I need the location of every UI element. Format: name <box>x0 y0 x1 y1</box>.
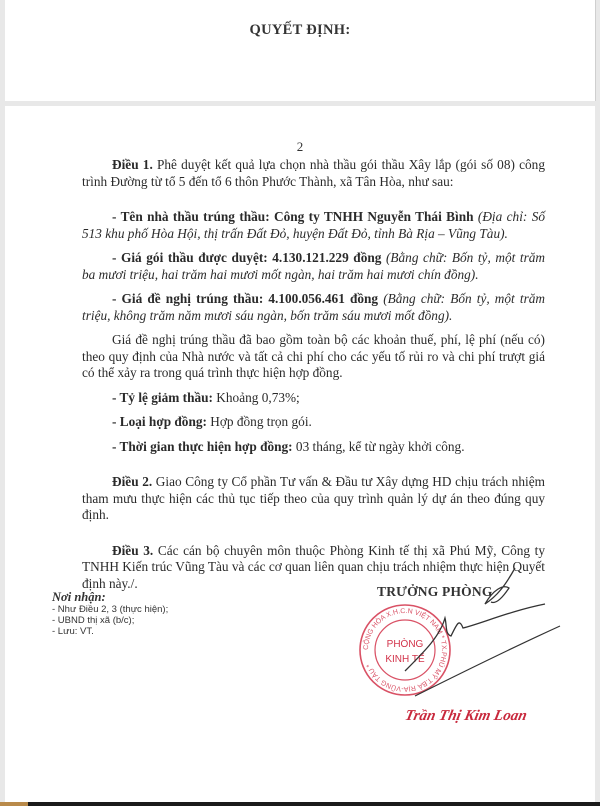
document-page-2 <box>5 106 595 802</box>
approved-package-price <box>82 250 545 283</box>
article-1-text: Phê duyệt kết quả lựa chọn nhà thầu gói thầu Xây lắp (gói số 08) công trình Đường từ tổ 5 đến tổ 6 thôn Phước Thành, xã Tân Hòa, như sau: <box>82 157 545 189</box>
price-note: Giá đề nghị trúng thầu đã bao gồm toàn bộ các khoản thuế, phí, lệ phí (nếu có) theo quy định của Nhà nước và tất cả chi phí cho các yếu tố rủi ro và chi phí trượt giá có thể xảy ra trong quá trình thực hiện hợp đồng. <box>82 332 545 380</box>
contract-duration-value: 03 tháng, kể từ ngày khởi công. <box>292 438 465 454</box>
recipients-heading: Nơi nhận: <box>52 590 106 604</box>
winning-contractor <box>82 209 545 242</box>
contract-type <box>82 414 545 431</box>
decision-body <box>82 157 545 600</box>
contract-duration <box>82 439 545 456</box>
article-1-label: Điều 1. <box>112 157 153 172</box>
approved-price-words: (Bằng chữ: Bốn tỷ, một trăm ba mươi triệu, hai trăm hai mươi mốt ngàn, hai trăm hai mươi chín đồng). <box>82 250 546 282</box>
page-number: 2 <box>296 139 304 154</box>
contract-type-label: - Loại hợp đồng: <box>112 414 207 429</box>
contract-duration-label: - Thời gian thực hiện hợp đồng: <box>112 438 293 454</box>
recipient-item: - UBND thị xã (b/c); <box>52 615 135 626</box>
winning-contractor-address: (Địa chỉ: Số 513 khu phố Hòa Hội, thị trấn Đất Đỏ, huyện Đất Đỏ, tỉnh Bà Rịa – Vũng Tàu). <box>82 209 545 241</box>
contract-type-value: Hợp đồng trọn gói. <box>206 414 312 429</box>
stamp-line-2: KINH TẾ <box>385 654 425 665</box>
document-page-1 <box>5 0 596 101</box>
bottom-bar-accent <box>0 802 28 806</box>
discount-rate <box>82 390 545 407</box>
signer-title: TRƯỞNG PHÒNG <box>377 584 493 599</box>
proposed-winning-price <box>82 291 545 324</box>
proposed-price-words: (Bằng chữ: Bốn tỷ, một trăm triệu, không trăm năm mươi sáu ngàn, bốn trăm sáu mươi mốt đồng). <box>82 291 546 323</box>
stamp-line-1: PHÒNG <box>386 639 424 650</box>
article-2-label: Điều 2. <box>112 474 153 489</box>
discount-rate-value: Khoảng 0,73%; <box>212 389 300 405</box>
proposed-price-label: - Giá đề nghị trúng thầu: 4.100.056.461 đồng <box>112 291 379 306</box>
viewer-bottom-bar <box>0 802 600 806</box>
article-3-label: Điều 3. <box>112 542 154 558</box>
winning-contractor-label: - Tên nhà thầu trúng thầu: Công ty TNHH Nguyễn Thái Bình <box>112 209 474 224</box>
discount-rate-label: - Tỷ lệ giảm thầu: <box>112 389 213 405</box>
article-3-text: Các cán bộ chuyên môn thuộc Phòng Kinh tế thị xã Phú Mỹ, Công ty TNHH Kiến trúc Vũng Tàu và các cơ quan liên quan chịu trách nhiệm thực hiện Quyết định này./. <box>82 542 545 591</box>
stamp-ring-text: CỘNG HÒA X.H.C.N VIỆT NAM * TX.PHÚ MỸ T.BÀ RỊA-VŨNG TÀU * <box>362 607 448 693</box>
article-1 <box>82 157 545 190</box>
decision-heading: QUYẾT ĐỊNH: <box>249 22 351 38</box>
article-2 <box>82 474 545 524</box>
article-2-text: Giao Công ty Cổ phần Tư vấn & Đầu tư Xây dựng HD chịu trách nhiệm tham mưu thực hiện các thủ tục tiếp theo của quy trình quản lý dự án theo đúng quy định. <box>82 474 545 522</box>
recipient-item: - Như Điều 2, 3 (thực hiện); <box>52 604 169 615</box>
approved-price-label: - Giá gói thầu được duyệt: 4.130.121.229 đồng <box>112 250 382 265</box>
recipients-block <box>52 592 168 637</box>
handwritten-signature-icon <box>385 556 565 716</box>
signer-name: Trần Thị Kim Loan <box>403 708 529 724</box>
recipient-item: - Lưu: VT. <box>52 626 94 637</box>
